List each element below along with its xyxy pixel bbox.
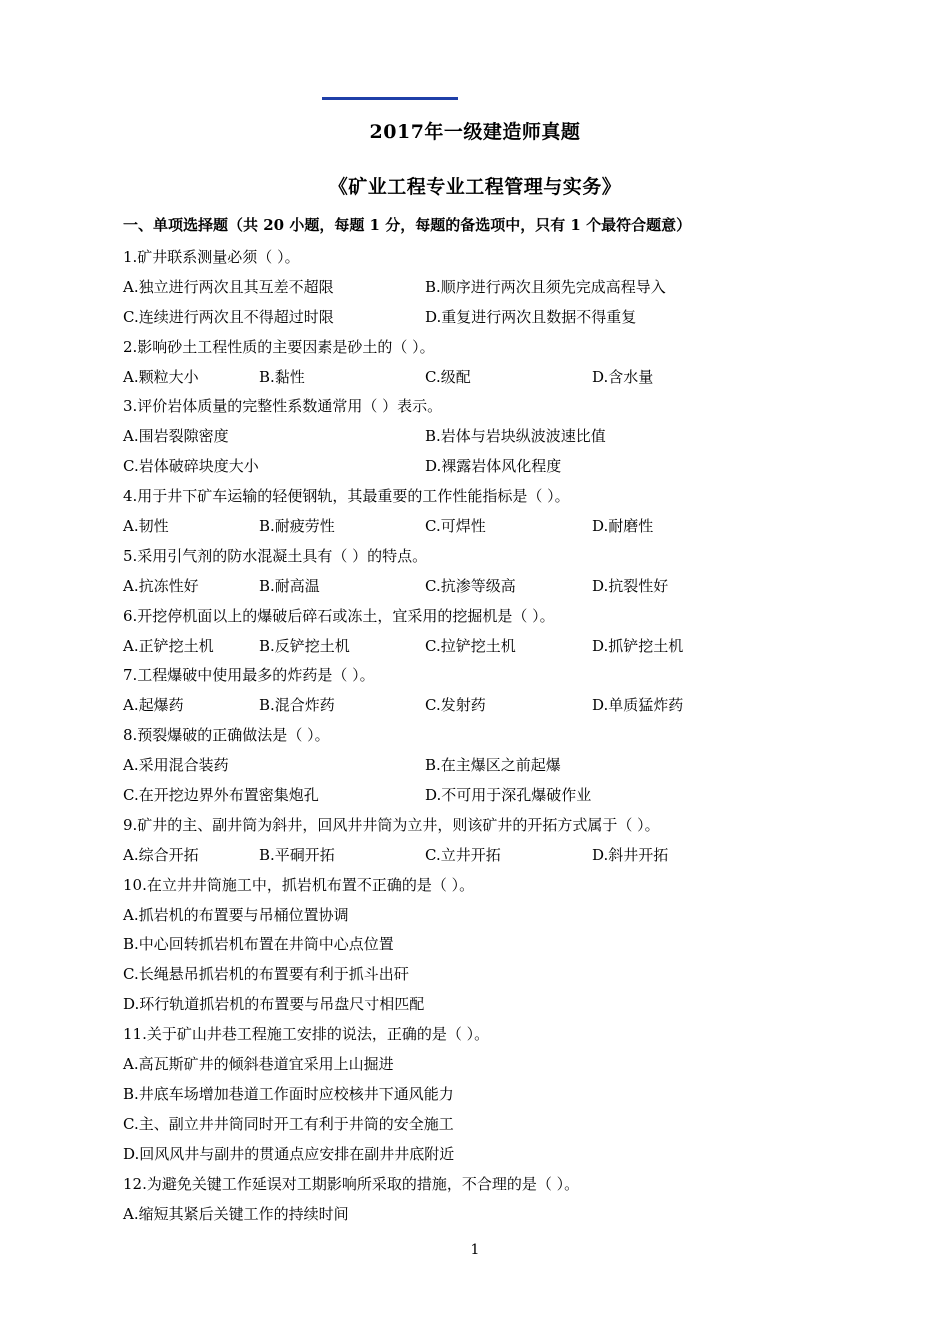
- option-d: D.耐磨性: [592, 517, 654, 536]
- option-a: A.高瓦斯矿井的倾斜巷道宜采用上山掘进: [123, 1055, 394, 1074]
- question-stem: 10.在立井井筒施工中，抓岩机布置不正确的是（ ）。: [123, 875, 475, 894]
- option-b: B.平硐开拓: [259, 845, 335, 864]
- option-b: B.井底车场增加巷道工作面时应校核井下通风能力: [123, 1084, 454, 1103]
- option-c: C.拉铲挖土机: [425, 636, 516, 655]
- document-subtitle: 《矿业工程专业工程管理与实务》: [328, 176, 622, 198]
- option-b: B.顺序进行两次且须先完成高程导入: [425, 277, 666, 296]
- option-d: D.裸露岩体风化程度: [425, 457, 562, 476]
- option-c: C.连续进行两次且不得超过时限: [123, 307, 334, 326]
- question-list: [123, 243, 843, 1229]
- option-d: D.斜井开拓: [592, 845, 669, 864]
- option-a: A.独立进行两次且其互差不超限: [123, 277, 334, 296]
- option-b: B.反铲挖土机: [259, 636, 350, 655]
- option-row: [123, 303, 843, 333]
- question-stem: 7.工程爆破中使用最多的炸药是（ ）。: [123, 666, 375, 685]
- page-number: 1: [470, 1242, 480, 1258]
- option-a: A.采用混合装药: [123, 756, 229, 775]
- option-a: A.抗冻性好: [123, 576, 199, 595]
- option-c: C.可焊性: [425, 517, 486, 536]
- option-d: D.不可用于深孔爆破作业: [425, 786, 592, 805]
- option-d: D.回风风井与副井的贯通点应安排在副井井底附近: [123, 1144, 455, 1163]
- option-row: [123, 632, 843, 662]
- question-stem: 12.为避免关键工作延误对工期影响所采取的措施，不合理的是（ ）。: [123, 1174, 580, 1193]
- option-a: A.正铲挖土机: [123, 636, 214, 655]
- option-b: B.在主爆区之前起爆: [425, 756, 561, 775]
- option-d: D.抓铲挖土机: [592, 636, 684, 655]
- option-row: [123, 691, 843, 721]
- option-a: A.颗粒大小: [123, 367, 199, 386]
- question-stem: 2.影响砂土工程性质的主要因素是砂土的（ ）。: [123, 337, 435, 356]
- option-b: B.黏性: [259, 367, 305, 386]
- question-stem: 4.用于井下矿车运输的轻便钢轨，其最重要的工作性能指标是（ ）。: [123, 487, 570, 506]
- document-title: 2017年一级建造师真题: [369, 121, 581, 143]
- option-c: C.立井开拓: [425, 845, 501, 864]
- option-d: D.抗裂性好: [592, 576, 669, 595]
- option-c: C.主、副立井井筒同时开工有利于井筒的安全施工: [123, 1114, 454, 1133]
- header-rule: [322, 97, 458, 100]
- option-d: D.含水量: [592, 367, 654, 386]
- option-c: C.级配: [425, 367, 471, 386]
- option-row: [123, 572, 843, 602]
- option-b: B.耐高温: [259, 576, 320, 595]
- option-row: [123, 841, 843, 871]
- question-stem: 11.关于矿山井巷工程施工安排的说法，正确的是（ ）。: [123, 1025, 490, 1044]
- option-c: C.长绳悬吊抓岩机的布置要有利于抓斗出矸: [123, 965, 409, 984]
- option-a: A.缩短其紧后关键工作的持续时间: [123, 1204, 349, 1223]
- question-stem: 6.开挖停机面以上的爆破后碎石或冻土，宜采用的挖掘机是（ ）。: [123, 606, 555, 625]
- option-b: B.混合炸药: [259, 696, 335, 715]
- question-stem: 9.矿井的主、副井筒为斜井，回风井井筒为立井，则该矿井的开拓方式属于（ ）。: [123, 815, 660, 834]
- question-stem: 1.矿井联系测量必须（ ）。: [123, 248, 300, 266]
- option-b: B.岩体与岩块纵波波速比值: [425, 427, 606, 446]
- question-stem: 5.采用引气剂的防水混凝土具有（ ）的特点。: [123, 546, 428, 565]
- option-d: D.单质猛炸药: [592, 696, 684, 715]
- question-stem: 8.预裂爆破的正确做法是（ ）。: [123, 726, 330, 745]
- option-a: A.围岩裂隙密度: [123, 427, 229, 446]
- option-a: A.综合开拓: [123, 845, 199, 864]
- option-a: A.起爆药: [123, 696, 184, 715]
- option-row: [123, 512, 843, 542]
- option-a: A.抓岩机的布置要与吊桶位置协调: [123, 905, 349, 924]
- section-heading: 一、单项选择题（共 20 小题，每题 1 分，每题的备选项中，只有 1 个最符合题意）: [123, 216, 692, 234]
- option-row: [123, 751, 843, 781]
- option-c: C.抗渗等级高: [425, 576, 516, 595]
- option-row: [123, 781, 843, 811]
- option-c: C.岩体破碎块度大小: [123, 457, 259, 476]
- option-c: C.发射药: [425, 696, 486, 715]
- question-stem: 3.评价岩体质量的完整性系数通常用（ ）表示。: [123, 397, 443, 416]
- option-row: [123, 363, 843, 393]
- option-a: A.韧性: [123, 517, 169, 536]
- option-d: D.环行轨道抓岩机的布置要与吊盘尺寸相匹配: [123, 995, 425, 1014]
- option-row: [123, 273, 843, 303]
- option-b: B.中心回转抓岩机布置在井筒中心点位置: [123, 935, 394, 954]
- option-c: C.在开挖边界外布置密集炮孔: [123, 786, 319, 805]
- option-row: [123, 452, 843, 482]
- option-row: [123, 422, 843, 452]
- option-b: B.耐疲劳性: [259, 517, 335, 536]
- option-d: D.重复进行两次且数据不得重复: [425, 307, 637, 326]
